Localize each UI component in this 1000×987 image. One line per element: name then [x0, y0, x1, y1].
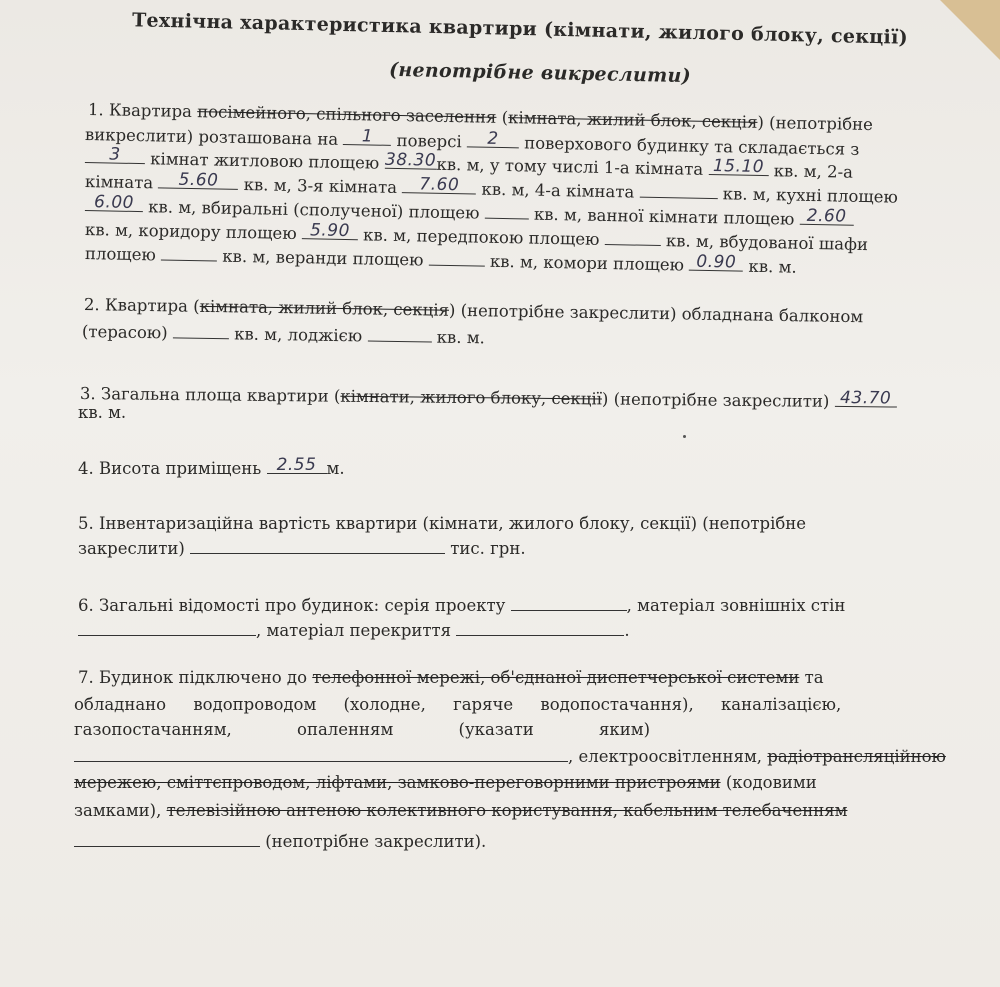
- document-title: Технічна характеристика квартири (кімнати, жилого блоку, секції): [131, 9, 909, 49]
- s2-line2: (терасою) кв. м, лоджією кв. м.: [81, 322, 486, 348]
- s1-line3: 3 кімнат житловою площею 38.30 кв. м, у тому числі 1-а кімната 15.10 кв. м, 2-а: [85, 146, 853, 183]
- room1-area-value: 15.10: [712, 156, 765, 178]
- s3-line1: 3. Загальна площа квартири (кімнати, жилого блоку, секції) (непотрібне закреслити) 43.70: [80, 382, 897, 413]
- s7-line4: , електроосвітленням, радіотрансляційною: [74, 745, 946, 767]
- s1-line5: 6.00 кв. м, вбиральні (сполученої) площею кв. м, ванної кімнати площею 2.60: [85, 194, 854, 231]
- document-subtitle: (непотрібне викреслити): [388, 58, 692, 88]
- s1-line6: кв. м, коридору площею 5.90 кв. м, передпокою площею кв. м, вбудованої шафи: [84, 220, 869, 255]
- s1-line2: викреслити) розташована на 1 поверсі 2 поверхового будинку та складається з: [84, 125, 860, 159]
- s4-line1: 4. Висота приміщень 2.55 м.: [78, 455, 345, 478]
- room3-area-value: 7.60: [419, 174, 460, 196]
- living-area-value: 38.30: [384, 149, 437, 171]
- corridor-area-value: 5.90: [309, 220, 351, 242]
- s6-line1: 6. Загальні відомості про будинок: серія проекту , матеріал зовнішніх стін: [78, 596, 846, 615]
- s3-line2: кв. м.: [78, 403, 127, 422]
- s1-line1: 1. Квартира посімейного, спільного заселення (кімната, жилий блок, секція) (непотрібне: [87, 100, 874, 135]
- s1-line7: площею кв. м, веранди площею кв. м, комори площею 0.90 кв. м.: [84, 244, 797, 277]
- s7-line2: обладнано водопроводом (холодне, гаряче водопостачання), каналізацією,: [74, 695, 842, 714]
- rooms-count-value: 3: [109, 144, 121, 165]
- s6-line2: , матеріал перекриття .: [78, 619, 630, 641]
- s7-line7: (непотрібне закреслити).: [74, 830, 486, 852]
- s5-line2: закреслити) тис. грн.: [78, 539, 526, 558]
- height-value: 2.55: [276, 455, 317, 475]
- s2-line1: 2. Квартира (кімната, жилий блок, секція) (непотрібне закреслити) обладнана балконом: [83, 295, 864, 327]
- total-area-value: 43.70: [840, 387, 892, 409]
- s7-line3: газопостачанням, опаленням (указати яким): [74, 720, 651, 739]
- s5-line1: 5. Інвентаризаційна вартість квартири (кімнати, жилого блоку, секції) (непотрібне: [78, 514, 807, 533]
- paper-speck: [683, 435, 686, 438]
- room2-area-value: 5.60: [178, 169, 219, 191]
- s7-line1: 7. Будинок підключено до телефонної мережі, об'єднаної диспетчерської системи та: [78, 668, 824, 687]
- floor-value: 1: [361, 126, 374, 147]
- s1-line4: кімната 5.60 кв. м, 3-я кімната 7.60 кв. м, 4-а кімната кв. м, кухні площею: [84, 169, 899, 207]
- s7-line6: замками), телевізійною антеною колективного користування, кабельним телебаченням: [74, 801, 848, 820]
- bathroom-area-value: 2.60: [806, 205, 847, 227]
- s7-line5: мережею, сміттєпроводом, ліфтами, замково-переговорними пристроями (кодовими: [74, 773, 817, 792]
- pantry-area-value: 0.90: [696, 251, 737, 273]
- kitchen-area-value: 6.00: [93, 192, 135, 213]
- storeys-value: 2: [487, 128, 499, 149]
